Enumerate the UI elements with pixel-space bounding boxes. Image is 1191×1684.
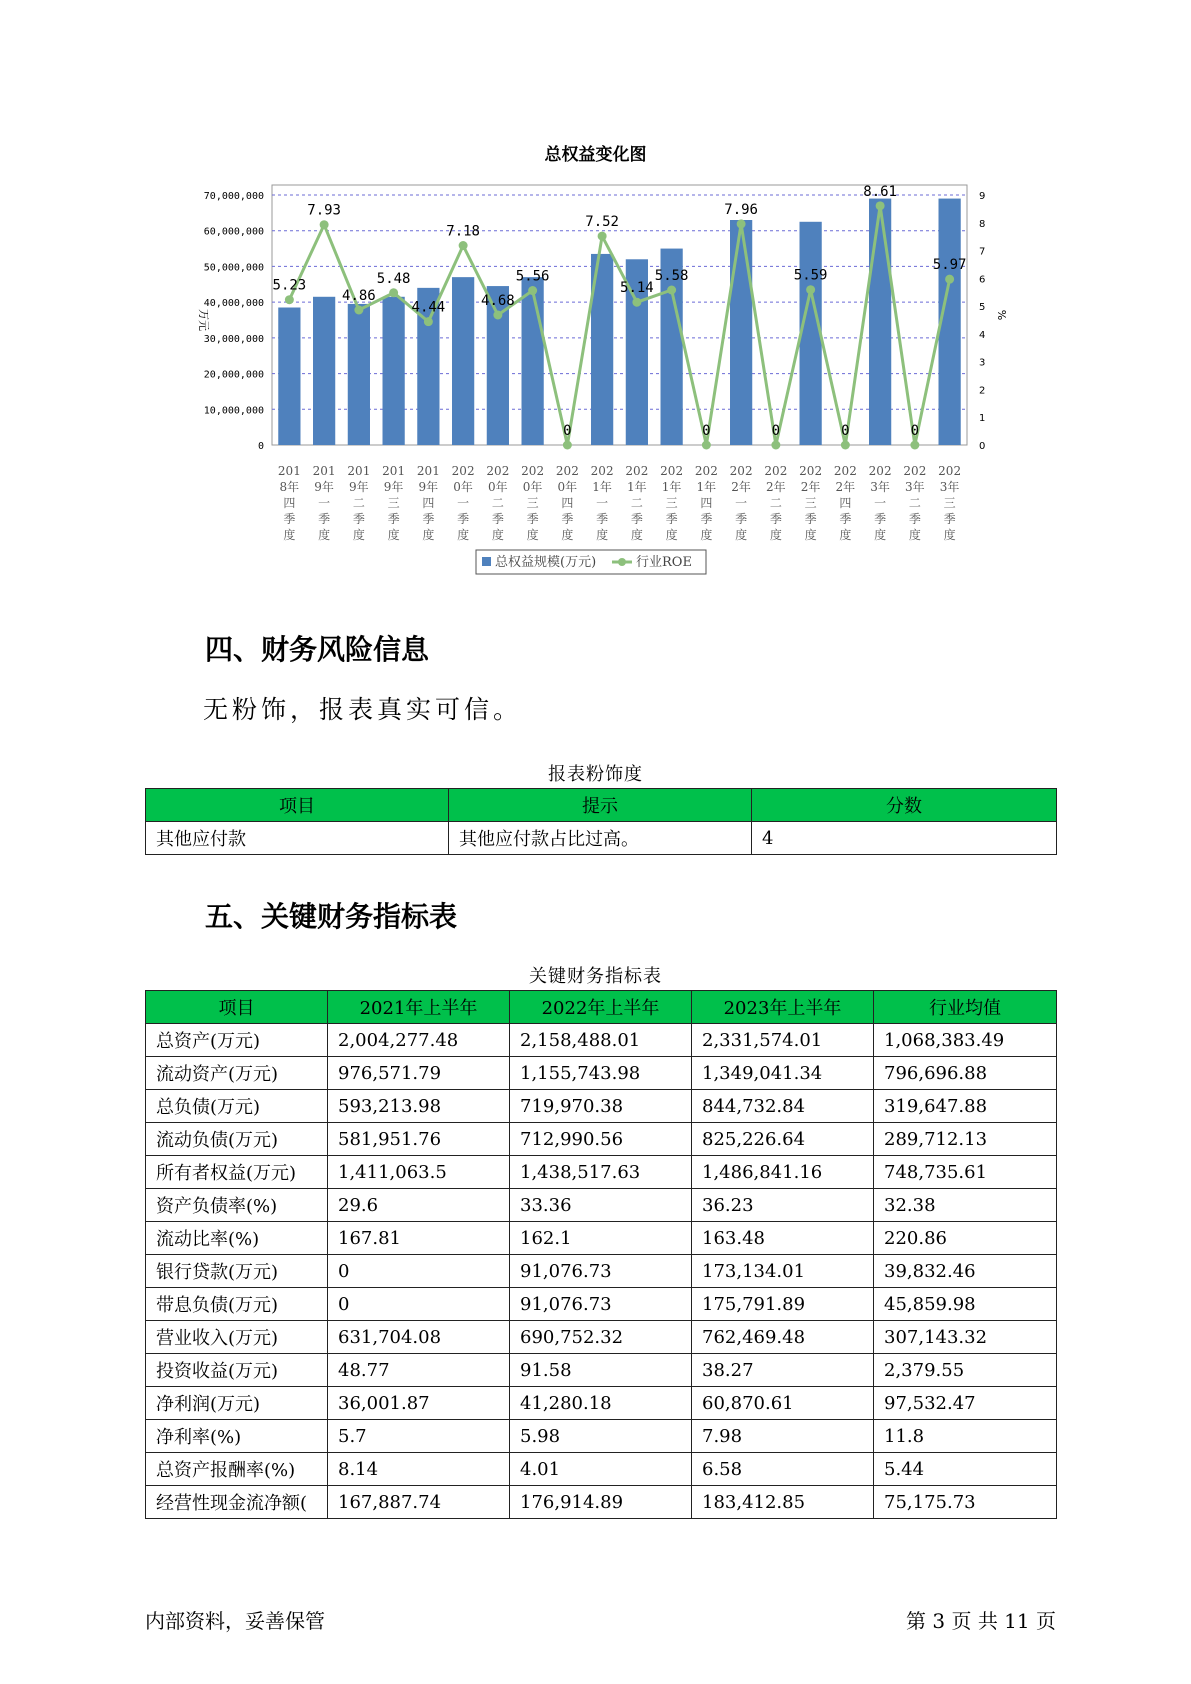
legend-label: 总权益规模(万元) xyxy=(495,555,597,570)
x-tick-label: 201 9年三季度 xyxy=(382,464,406,542)
x-tick-label: 202 3年二季度 xyxy=(903,464,927,542)
section-5-heading: 五、关键财务指标表 xyxy=(205,900,458,933)
table-cell: 60,870.61 xyxy=(692,1387,874,1420)
table-cell: 163.48 xyxy=(692,1222,874,1255)
data-label: 5.48 xyxy=(376,270,411,287)
table-cell: 176,914.89 xyxy=(510,1486,692,1519)
roe-point xyxy=(841,441,850,450)
table-row xyxy=(146,1255,1057,1288)
y2-tick-label: 7 xyxy=(979,246,986,258)
roe-point xyxy=(493,311,502,320)
risk-summary-text: 无粉饰，报表真实可信。 xyxy=(203,695,523,724)
x-tick-label: 202 2年一季度 xyxy=(729,464,753,542)
data-label: 4.44 xyxy=(411,299,446,316)
table-cell: 8.14 xyxy=(328,1453,510,1486)
table-cell: 581,951.76 xyxy=(328,1123,510,1156)
data-label: 7.18 xyxy=(446,223,480,240)
roe-point xyxy=(702,441,711,450)
table-cell: 33.36 xyxy=(510,1189,692,1222)
table-cell: 所有者权益(万元) xyxy=(146,1156,328,1189)
table-cell: 营业收入(万元) xyxy=(146,1321,328,1354)
table-cell: 32.38 xyxy=(874,1189,1057,1222)
data-label: 4.68 xyxy=(481,293,515,309)
data-label: 0 xyxy=(771,423,781,439)
table-cell: 762,469.48 xyxy=(692,1321,874,1354)
x-tick-label: 202 1年四季度 xyxy=(694,464,718,542)
roe-point xyxy=(389,288,398,297)
column-header: 项目 xyxy=(146,991,328,1024)
table-row xyxy=(146,1354,1057,1387)
table-cell: 银行贷款(万元) xyxy=(146,1255,328,1288)
roe-point xyxy=(563,441,572,450)
bar xyxy=(730,220,752,445)
y-tick-label: 70,000,000 xyxy=(203,191,264,202)
section-4-heading: 四、财务风险信息 xyxy=(205,633,430,666)
roe-point xyxy=(806,285,815,294)
table-cell: 4 xyxy=(752,822,1057,855)
y2-tick-label: 0 xyxy=(979,441,986,452)
table-cell: 593,213.98 xyxy=(328,1090,510,1123)
table-cell: 2,158,488.01 xyxy=(510,1024,692,1057)
x-tick-label: 202 1年二季度 xyxy=(625,464,649,542)
table-cell: 48.77 xyxy=(328,1354,510,1387)
x-tick-label: 202 2年二季度 xyxy=(764,464,788,542)
table-cell: 712,990.56 xyxy=(510,1123,692,1156)
table-cell: 投资收益(万元) xyxy=(146,1354,328,1387)
key-indicators-table xyxy=(145,990,1057,1519)
table-cell: 其他应付款 xyxy=(146,822,449,855)
y-tick-label: 20,000,000 xyxy=(203,369,264,381)
y-tick-label: 10,000,000 xyxy=(203,405,264,417)
y-tick-label: 60,000,000 xyxy=(203,226,264,238)
table-cell: 经营性现金流净额( xyxy=(146,1486,328,1519)
x-tick-label: 201 9年四季度 xyxy=(416,464,440,542)
y-tick-label: 30,000,000 xyxy=(203,333,264,345)
y2-tick-label: 1 xyxy=(979,413,986,425)
table-cell: 流动资产(万元) xyxy=(146,1057,328,1090)
data-label: 4.86 xyxy=(342,288,376,304)
table-row xyxy=(146,1090,1057,1123)
roe-point xyxy=(876,201,885,210)
roe-point xyxy=(285,295,294,304)
x-tick-label: 202 0年一季度 xyxy=(451,464,475,542)
roe-point xyxy=(771,441,780,450)
table-cell: 5.7 xyxy=(328,1420,510,1453)
table-row xyxy=(146,1189,1057,1222)
table-cell: 5.98 xyxy=(510,1420,692,1453)
table-cell: 资产负债率(%) xyxy=(146,1189,328,1222)
table-cell: 75,175.73 xyxy=(874,1486,1057,1519)
table-row xyxy=(146,1123,1057,1156)
table-cell: 91,076.73 xyxy=(510,1288,692,1321)
table-row xyxy=(146,1222,1057,1255)
table-cell: 1,349,041.34 xyxy=(692,1057,874,1090)
y2-tick-label: 8 xyxy=(979,218,986,230)
bar xyxy=(522,277,544,445)
table-cell: 97,532.47 xyxy=(874,1387,1057,1420)
table-cell: 183,412.85 xyxy=(692,1486,874,1519)
chart-title: 总权益变化图 xyxy=(544,145,647,165)
roe-point xyxy=(737,219,746,228)
data-label: 5.58 xyxy=(654,268,689,284)
table-cell: 流动负债(万元) xyxy=(146,1123,328,1156)
table-row xyxy=(146,822,1057,855)
y-tick-label: 40,000,000 xyxy=(203,298,264,310)
data-label: 7.52 xyxy=(585,214,619,231)
table-cell: 流动比率(%) xyxy=(146,1222,328,1255)
bar xyxy=(383,297,405,445)
table-cell: 748,735.61 xyxy=(874,1156,1057,1189)
x-tick-label: 202 1年三季度 xyxy=(660,464,684,542)
column-header: 2022年上半年 xyxy=(510,991,692,1024)
table-row xyxy=(146,1453,1057,1486)
data-label: 7.96 xyxy=(724,201,758,218)
whitewash-table xyxy=(145,788,1057,855)
roe-point xyxy=(354,306,363,315)
table-cell: 1,068,383.49 xyxy=(874,1024,1057,1057)
table-cell: 2,331,574.01 xyxy=(692,1024,874,1057)
table-cell: 7.98 xyxy=(692,1420,874,1453)
legend-bar-swatch xyxy=(482,557,491,566)
table-cell: 91.58 xyxy=(510,1354,692,1387)
table-cell: 167,887.74 xyxy=(328,1486,510,1519)
roe-point xyxy=(945,275,954,284)
bar xyxy=(348,304,370,445)
y2-tick-label: 5 xyxy=(979,302,986,314)
page-number: 第 3 页 共 11 页 xyxy=(906,1609,1056,1633)
data-label: 5.59 xyxy=(793,267,828,284)
table-cell: 1,438,517.63 xyxy=(510,1156,692,1189)
roe-point xyxy=(320,220,329,229)
table-row xyxy=(146,1420,1057,1453)
x-tick-label: 202 1年一季度 xyxy=(590,464,614,542)
roe-point xyxy=(632,298,641,307)
y-axis-label: 万元 xyxy=(197,309,210,331)
data-label: 8.61 xyxy=(863,183,897,200)
column-header: 2021年上半年 xyxy=(328,991,510,1024)
table-cell: 总资产报酬率(%) xyxy=(146,1453,328,1486)
table-cell: 净利润(万元) xyxy=(146,1387,328,1420)
table-row xyxy=(146,1387,1057,1420)
table-row xyxy=(146,1156,1057,1189)
roe-point xyxy=(528,286,537,295)
table-cell: 带息负债(万元) xyxy=(146,1288,328,1321)
x-tick-label: 202 3年三季度 xyxy=(938,464,962,542)
table-cell: 11.8 xyxy=(874,1420,1057,1453)
table-row xyxy=(146,1057,1057,1090)
x-tick-label: 202 0年四季度 xyxy=(555,464,579,542)
table-cell: 6.58 xyxy=(692,1453,874,1486)
table-cell: 1,155,743.98 xyxy=(510,1057,692,1090)
table-cell: 0 xyxy=(328,1255,510,1288)
x-tick-label: 202 0年二季度 xyxy=(486,464,510,542)
table-row xyxy=(146,1288,1057,1321)
table-cell: 4.01 xyxy=(510,1453,692,1486)
y-tick-label: 0 xyxy=(257,441,264,452)
table-row xyxy=(146,1321,1057,1354)
roe-point xyxy=(424,317,433,326)
x-tick-label: 202 3年一季度 xyxy=(868,464,892,542)
table-cell: 175,791.89 xyxy=(692,1288,874,1321)
table-cell: 其他应付款占比过高。 xyxy=(449,822,752,855)
table-cell: 719,970.38 xyxy=(510,1090,692,1123)
table-cell: 844,732.84 xyxy=(692,1090,874,1123)
equity-chart xyxy=(180,175,1008,595)
y2-tick-label: 3 xyxy=(979,357,986,369)
column-header: 项目 xyxy=(146,789,449,822)
table-cell: 307,143.32 xyxy=(874,1321,1057,1354)
data-label: 5.56 xyxy=(515,268,550,285)
data-label: 5.14 xyxy=(620,280,654,297)
bar xyxy=(800,222,822,445)
column-header: 提示 xyxy=(449,789,752,822)
table-cell: 289,712.13 xyxy=(874,1123,1057,1156)
data-label: 0 xyxy=(910,423,920,439)
table-row xyxy=(146,1024,1057,1057)
table-cell: 1,411,063.5 xyxy=(328,1156,510,1189)
y2-tick-label: 2 xyxy=(979,385,986,397)
x-tick-label: 202 0年三季度 xyxy=(521,464,545,542)
legend-line-marker xyxy=(618,558,626,566)
table-row xyxy=(146,1486,1057,1519)
table-cell: 39,832.46 xyxy=(874,1255,1057,1288)
table-cell: 690,752.32 xyxy=(510,1321,692,1354)
table-cell: 总资产(万元) xyxy=(146,1024,328,1057)
x-tick-label: 202 2年四季度 xyxy=(833,464,857,542)
y2-tick-label: 4 xyxy=(979,329,986,341)
table-cell: 220.86 xyxy=(874,1222,1057,1255)
table-cell: 319,647.88 xyxy=(874,1090,1057,1123)
y-tick-label: 50,000,000 xyxy=(203,262,264,274)
data-label: 0 xyxy=(841,423,850,439)
whitewash-table-caption: 报表粉饰度 xyxy=(548,764,643,785)
table-cell: 976,571.79 xyxy=(328,1057,510,1090)
data-label: 0 xyxy=(702,423,711,439)
table-cell: 2,004,277.48 xyxy=(328,1024,510,1057)
table-cell: 91,076.73 xyxy=(510,1255,692,1288)
y2-axis-label: % xyxy=(995,309,1008,321)
roe-point xyxy=(910,441,919,450)
table-cell: 0 xyxy=(328,1288,510,1321)
key-indicators-caption: 关键财务指标表 xyxy=(529,966,662,987)
column-header: 2023年上半年 xyxy=(692,991,874,1024)
table-cell: 2,379.55 xyxy=(874,1354,1057,1387)
roe-point xyxy=(667,286,676,295)
table-cell: 162.1 xyxy=(510,1222,692,1255)
bar xyxy=(452,277,474,445)
bar xyxy=(869,199,891,445)
table-cell: 796,696.88 xyxy=(874,1057,1057,1090)
table-cell: 36,001.87 xyxy=(328,1387,510,1420)
data-label: 0 xyxy=(563,423,572,439)
table-cell: 631,704.08 xyxy=(328,1321,510,1354)
table-cell: 41,280.18 xyxy=(510,1387,692,1420)
y2-tick-label: 6 xyxy=(979,274,986,286)
footer-confidential-note: 内部资料，妥善保管 xyxy=(145,1609,325,1633)
table-cell: 1,486,841.16 xyxy=(692,1156,874,1189)
x-tick-label: 201 9年二季度 xyxy=(347,464,371,542)
x-tick-label: 202 2年三季度 xyxy=(799,464,823,542)
bar xyxy=(278,308,300,446)
data-label: 5.23 xyxy=(272,277,307,294)
table-cell: 总负债(万元) xyxy=(146,1090,328,1123)
legend-label: 行业ROE xyxy=(636,555,692,570)
x-tick-label: 201 8年四季度 xyxy=(277,464,301,542)
column-header: 行业均值 xyxy=(874,991,1057,1024)
table-cell: 5.44 xyxy=(874,1453,1057,1486)
roe-point xyxy=(459,241,468,250)
table-cell: 净利率(%) xyxy=(146,1420,328,1453)
column-header: 分数 xyxy=(752,789,1057,822)
table-cell: 167.81 xyxy=(328,1222,510,1255)
table-cell: 173,134.01 xyxy=(692,1255,874,1288)
y2-tick-label: 9 xyxy=(979,191,986,202)
table-cell: 38.27 xyxy=(692,1354,874,1387)
table-cell: 45,859.98 xyxy=(874,1288,1057,1321)
data-label: 5.97 xyxy=(932,257,967,274)
roe-point xyxy=(598,232,607,241)
table-cell: 825,226.64 xyxy=(692,1123,874,1156)
table-cell: 29.6 xyxy=(328,1189,510,1222)
bar xyxy=(313,297,335,445)
table-cell: 36.23 xyxy=(692,1189,874,1222)
x-tick-label: 201 9年一季度 xyxy=(312,464,336,542)
data-label: 7.93 xyxy=(307,202,341,219)
